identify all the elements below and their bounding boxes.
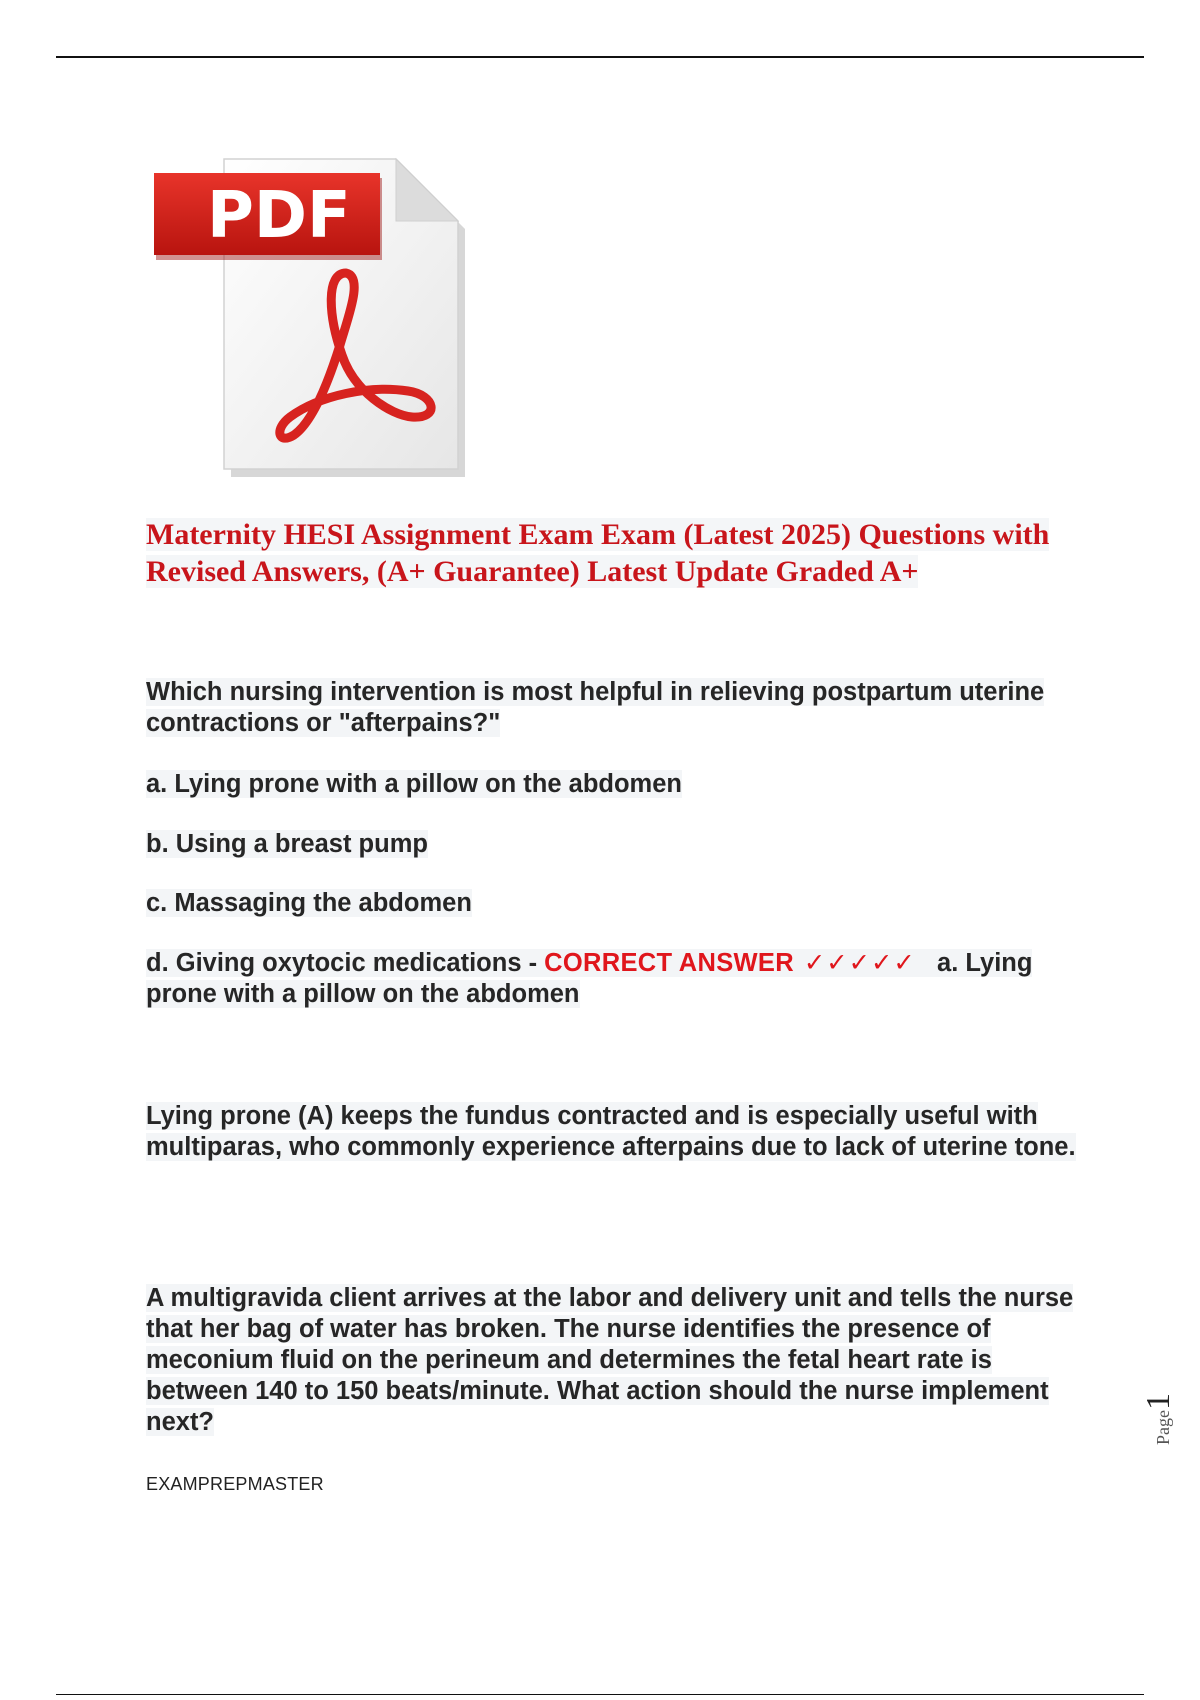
question-1-text: Which nursing intervention is most helpful in relieving postpartum uterine contractions or "afterpains?" — [146, 678, 1045, 737]
bottom-rule — [56, 1694, 1144, 1695]
top-rule — [56, 56, 1144, 58]
document-title: Maternity HESI Assignment Exam Exam (Latest 2025) Questions with Revised Answers, (A+ Guarantee) Latest Update Graded A+ — [146, 518, 1050, 588]
option-d: d. Giving oxytocic medications - — [146, 949, 545, 977]
footer-brand: EXAMPREPMASTER — [146, 1474, 324, 1494]
option-d-with-answer — [146, 948, 1076, 1010]
option-c: c. Massaging the abdomen — [146, 889, 472, 917]
pdf-banner-label: PDF — [207, 179, 351, 253]
page-number — [1140, 1393, 1178, 1445]
pdf-file-icon — [150, 155, 470, 485]
correct-answer-label: CORRECT ANSWER — [544, 949, 794, 977]
option-a: a. Lying prone with a pillow on the abdomen — [146, 770, 682, 798]
option-b: b. Using a breast pump — [146, 830, 428, 858]
checkmarks-icon: ✓✓✓✓✓ — [803, 949, 916, 977]
question-2-text: A multigravida client arrives at the labor and delivery unit and tells the nurse that her bag of water has broken. The nurse identifies the presence of meconium fluid on the perineum and determines the fetal heart rate is between 140 to 150 beats/minute. What action should the nurse implement next? — [146, 1284, 1074, 1436]
page-number-value: 1 — [1140, 1393, 1177, 1410]
correct-answer-text: a. Lying prone with a pillow on the abdomen — [146, 949, 1033, 1008]
page-label: Page — [1153, 1410, 1173, 1445]
rationale-text: Lying prone (A) keeps the fundus contracted and is especially useful with multiparas, who commonly experience afterpains due to lack of uterine tone. — [146, 1102, 1076, 1161]
